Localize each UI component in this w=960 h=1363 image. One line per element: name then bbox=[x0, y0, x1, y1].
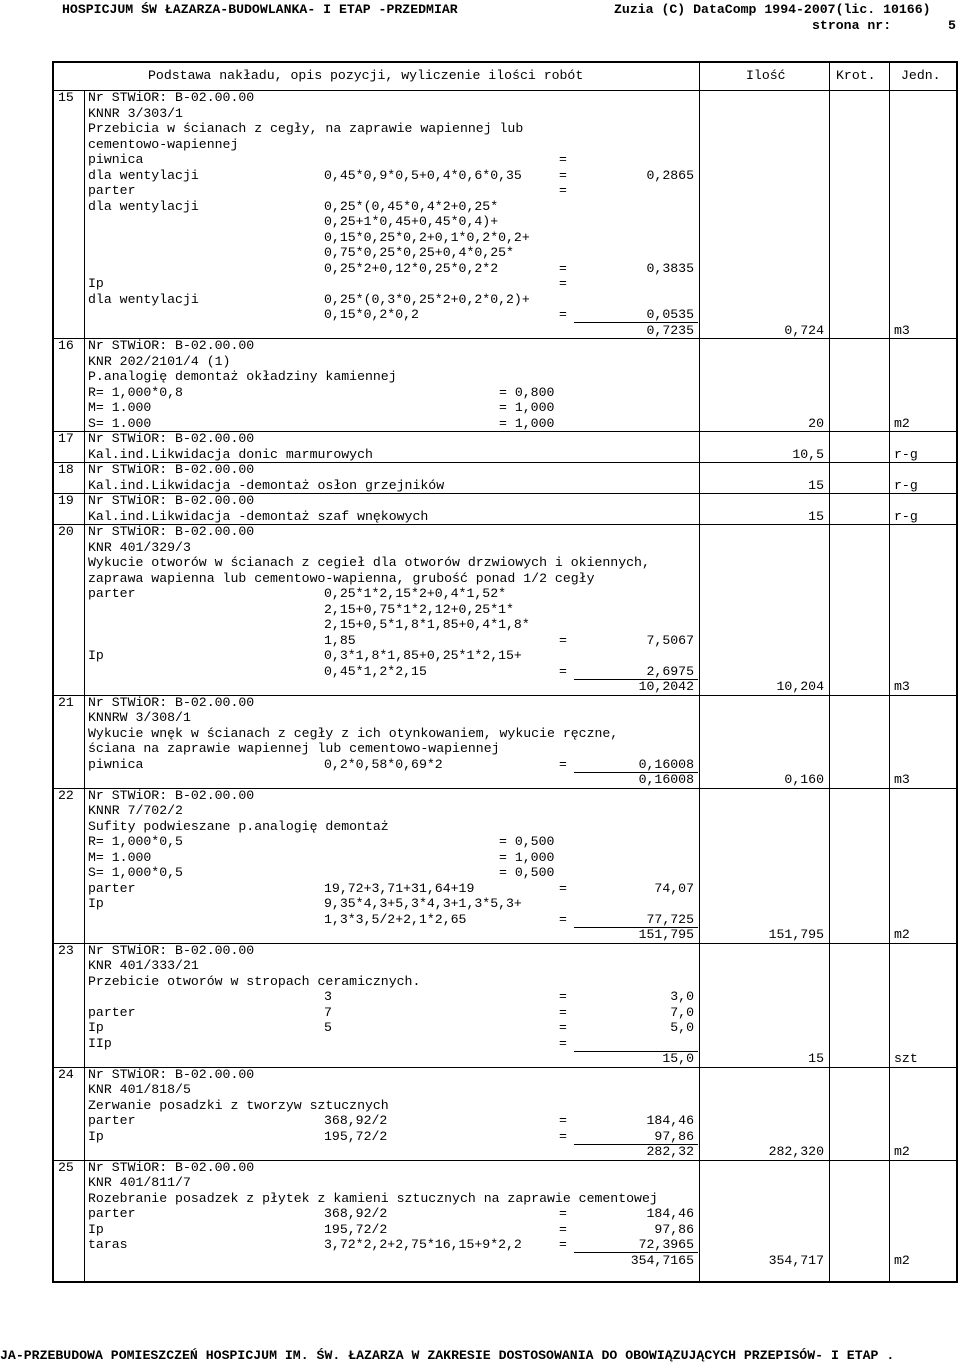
row-description: KNR 401/818/5 bbox=[88, 1082, 191, 1097]
table-row bbox=[54, 1144, 956, 1160]
row-expression: 0,2*0,58*0,69*2 bbox=[324, 756, 443, 772]
item-number: 22 bbox=[58, 787, 74, 803]
row-quantity: 354,717 bbox=[768, 1252, 824, 1268]
row-expression: 0,25*(0,45*0,4*2+0,25* bbox=[324, 198, 499, 214]
row-unit: m3 bbox=[894, 679, 910, 694]
row-description: zaprawa wapienna lub cementowo-wapienna, grubość ponad 1/2 cegły bbox=[88, 570, 595, 586]
item-number: 17 bbox=[58, 431, 74, 446]
row-value: 0,0535 bbox=[646, 307, 694, 322]
row-label: R= 1,000*0,5 bbox=[88, 834, 183, 849]
table-row bbox=[54, 338, 956, 354]
row-expression: 0,45*1,2*2,15 bbox=[324, 663, 427, 679]
column-header-multiplier: Krot. bbox=[836, 68, 876, 83]
table-row bbox=[54, 447, 956, 463]
table-row bbox=[54, 788, 956, 804]
table-row bbox=[54, 137, 956, 153]
row-label: S= 1,000*0,5 bbox=[88, 865, 183, 880]
row-value: 97,86 bbox=[654, 1221, 694, 1237]
table-row bbox=[54, 989, 956, 1005]
row-unit: m2 bbox=[894, 927, 910, 942]
row-quantity: 0,160 bbox=[784, 772, 824, 787]
row-description: Nr STWiOR: B-02.00.00 bbox=[88, 1066, 255, 1082]
row-unit: r-g bbox=[894, 446, 918, 462]
table-row bbox=[54, 896, 956, 912]
row-label: Ip bbox=[88, 648, 104, 663]
table-row bbox=[54, 757, 956, 773]
row-expression: 0,25+1*0,45+0,45*0,4)+ bbox=[324, 214, 499, 229]
row-description: KNR 401/329/3 bbox=[88, 539, 191, 555]
row-expression: 3,72*2,2+2,75*16,15+9*2,2 bbox=[324, 1237, 522, 1252]
row-description: KNR 401/333/21 bbox=[88, 958, 199, 973]
row-label: parter bbox=[88, 1004, 136, 1020]
row-value: 354,7165 bbox=[630, 1252, 694, 1268]
row-equals: = bbox=[559, 1020, 567, 1035]
item-number: 16 bbox=[58, 338, 74, 353]
row-value: 7,0 bbox=[670, 1004, 694, 1020]
row-value: 74,07 bbox=[654, 880, 694, 896]
table-row bbox=[54, 1175, 956, 1191]
row-value: 184,46 bbox=[646, 1206, 694, 1221]
table-row bbox=[54, 431, 956, 447]
table-row bbox=[54, 1036, 956, 1052]
table-row bbox=[54, 90, 956, 106]
table-row bbox=[54, 385, 956, 401]
row-label: dla wentylacji bbox=[88, 167, 199, 183]
table-row bbox=[54, 462, 956, 478]
item-number: 21 bbox=[58, 694, 74, 710]
table-row bbox=[54, 633, 956, 649]
row-description: cementowo-wapiennej bbox=[88, 136, 239, 152]
row-description: Nr STWiOR: B-02.00.00 bbox=[88, 787, 255, 803]
table-row bbox=[54, 850, 956, 866]
table-row bbox=[54, 803, 956, 819]
table-row bbox=[54, 307, 956, 323]
table-row bbox=[54, 416, 956, 432]
item-number: 20 bbox=[58, 524, 74, 539]
row-label: parter bbox=[88, 586, 136, 601]
page-footer: JA-PRZEBUDOWA POMIESZCZEŃ HOSPICJUM IM. ŚW. ŁAZARZA W ZAKRESIE DOSTOSOWANIA DO OBOWIĄZUJĄCYCH PRZEPISÓW- I ETAP . bbox=[0, 1348, 895, 1363]
row-value: 0,7235 bbox=[646, 322, 694, 338]
row-value: 2,6975 bbox=[646, 663, 694, 679]
row-value: 0,16008 bbox=[638, 756, 694, 772]
row-description: Nr STWiOR: B-02.00.00 bbox=[88, 462, 255, 477]
row-unit: m2 bbox=[894, 415, 910, 431]
row-label: Ip bbox=[88, 276, 104, 291]
row-expression: 195,72/2 bbox=[324, 1221, 388, 1237]
row-expression: 9,35*4,3+5,3*4,3+1,3*5,3+ bbox=[324, 896, 522, 911]
row-label: Ip bbox=[88, 896, 104, 911]
row-description: P.analogię demontaż okładziny kamiennej bbox=[88, 369, 397, 384]
row-description: KNR 202/2101/4 (1) bbox=[88, 353, 231, 369]
row-equals: = bbox=[559, 1113, 567, 1128]
row-unit: m2 bbox=[894, 1252, 910, 1268]
row-expression: 0,25*(0,3*0,25*2+0,2*0,2)+ bbox=[324, 291, 530, 307]
table-row bbox=[54, 1160, 956, 1176]
row-equals: = bbox=[559, 1035, 567, 1051]
table-row bbox=[54, 493, 956, 509]
table-row bbox=[54, 974, 956, 990]
table-row bbox=[54, 586, 956, 602]
item-number: 15 bbox=[58, 90, 74, 105]
item-number: 19 bbox=[58, 493, 74, 508]
row-value: 184,46 bbox=[646, 1113, 694, 1128]
table-row bbox=[54, 927, 956, 943]
row-equals: = bbox=[559, 911, 567, 927]
row-description: Nr STWiOR: B-02.00.00 bbox=[88, 338, 255, 353]
table-row bbox=[54, 1067, 956, 1083]
table-row bbox=[54, 183, 956, 199]
row-label: parter bbox=[88, 880, 136, 896]
row-label: M= 1.000 bbox=[88, 849, 152, 865]
row-quantity: 15 bbox=[808, 477, 824, 493]
row-equals: = bbox=[559, 756, 567, 772]
row-equals: = bbox=[559, 1004, 567, 1020]
row-label: piwnica bbox=[88, 152, 144, 167]
table-row bbox=[54, 261, 956, 277]
row-unit: m2 bbox=[894, 1144, 910, 1159]
row-description: Nr STWiOR: B-02.00.00 bbox=[88, 942, 255, 958]
table-header bbox=[54, 63, 956, 91]
table-row bbox=[54, 478, 956, 494]
row-description: Nr STWiOR: B-02.00.00 bbox=[88, 1159, 255, 1175]
row-expression: 0,15*0,2*0,2 bbox=[324, 307, 419, 322]
table-row bbox=[54, 524, 956, 540]
estimate-table bbox=[52, 61, 958, 1283]
row-description: KNR 401/811/7 bbox=[88, 1175, 191, 1190]
row-equals: = bbox=[559, 183, 567, 198]
row-description: Sufity podwieszane p.analogię demontaż bbox=[88, 818, 389, 834]
row-expression: 0,25*1*2,15*2+0,4*1,52* bbox=[324, 586, 507, 601]
table-row bbox=[54, 1237, 956, 1253]
row-quantity: 151,795 bbox=[768, 927, 824, 942]
row-label: S= 1.000 bbox=[88, 415, 152, 431]
row-unit: szt bbox=[894, 1051, 918, 1066]
row-description: Wykucie wnęk w ścianach z cegły z ich otynkowaniem, wykucie ręczne, bbox=[88, 725, 619, 741]
row-unit: m3 bbox=[894, 322, 910, 338]
row-expression: 0,75*0,25*0,25+0,4*0,25* bbox=[324, 245, 514, 260]
column-header-description: Podstawa nakładu, opis pozycji, wyliczenie ilości robót bbox=[148, 68, 584, 83]
row-expression: 368,92/2 bbox=[324, 1113, 388, 1128]
row-description: Kal.ind.Likwidacja donic marmurowych bbox=[88, 446, 373, 462]
table-row bbox=[54, 540, 956, 556]
column-header-unit: Jedn. bbox=[901, 68, 941, 83]
row-quantity: 10,5 bbox=[792, 446, 824, 462]
row-quantity: 0,724 bbox=[784, 322, 824, 338]
table-row bbox=[54, 369, 956, 385]
table-row bbox=[54, 214, 956, 230]
row-short-result: = 0,800 bbox=[499, 384, 555, 400]
item-number: 25 bbox=[58, 1159, 74, 1175]
row-equals: = bbox=[559, 632, 567, 648]
row-description: Nr STWiOR: B-02.00.00 bbox=[88, 493, 255, 508]
row-description: Rozebranie posadzek z płytek z kamieni sztucznych na zaprawie cementowej bbox=[88, 1190, 658, 1206]
row-short-result: = 0,500 bbox=[499, 865, 555, 880]
table-row bbox=[54, 819, 956, 835]
table-row bbox=[54, 772, 956, 788]
item-number: 23 bbox=[58, 942, 74, 958]
row-expression: 19,72+3,71+31,64+19 bbox=[324, 880, 475, 896]
row-description: KNNR 7/702/2 bbox=[88, 803, 183, 818]
row-equals: = bbox=[559, 1206, 567, 1221]
row-label: piwnica bbox=[88, 756, 144, 772]
row-expression: 0,45*0,9*0,5+0,4*0,6*0,35 bbox=[324, 167, 522, 183]
row-equals: = bbox=[559, 167, 567, 183]
row-value: 10,2042 bbox=[638, 679, 694, 694]
row-expression: 5 bbox=[324, 1020, 332, 1035]
row-equals: = bbox=[559, 307, 567, 322]
row-label: parter bbox=[88, 1206, 136, 1221]
row-equals: = bbox=[559, 989, 567, 1004]
row-unit: r-g bbox=[894, 508, 918, 524]
table-row bbox=[54, 400, 956, 416]
table-row bbox=[54, 152, 956, 168]
table-row bbox=[54, 245, 956, 261]
table-row bbox=[54, 555, 956, 571]
column-header-quantity: Ilość bbox=[746, 68, 786, 83]
row-equals: = bbox=[559, 1128, 567, 1144]
row-expression: 2,15+0,75*1*2,12+0,25*1* bbox=[324, 601, 514, 617]
table-row bbox=[54, 1082, 956, 1098]
table-row bbox=[54, 199, 956, 215]
row-label: dla wentylacji bbox=[88, 291, 199, 307]
row-value: 77,725 bbox=[646, 911, 694, 927]
row-equals: = bbox=[559, 276, 567, 291]
row-short-result: = 1,000 bbox=[499, 400, 555, 415]
row-expression: 0,15*0,25*0,2+0,1*0,2*0,2+ bbox=[324, 229, 530, 245]
table-row bbox=[54, 1098, 956, 1114]
row-description: Przebicie otworów w stropach ceramicznych. bbox=[88, 973, 421, 989]
table-row bbox=[54, 664, 956, 680]
row-expression: 0,3*1,8*1,85+0,25*1*2,15+ bbox=[324, 648, 522, 663]
item-number: 24 bbox=[58, 1066, 74, 1082]
row-expression: 3 bbox=[324, 989, 332, 1004]
table-row bbox=[54, 1051, 956, 1067]
row-value: 5,0 bbox=[670, 1020, 694, 1035]
row-label: dla wentylacji bbox=[88, 198, 199, 214]
row-expression: 7 bbox=[324, 1004, 332, 1020]
row-value: 7,5067 bbox=[646, 632, 694, 648]
row-label: R= 1,000*0,8 bbox=[88, 384, 183, 400]
row-value: 15,0 bbox=[662, 1051, 694, 1066]
table-row bbox=[54, 323, 956, 339]
item-number: 18 bbox=[58, 462, 74, 477]
row-description: Przebicia w ścianach z cegły, na zaprawie wapiennej lub bbox=[88, 121, 524, 136]
table-row bbox=[54, 230, 956, 246]
row-expression: 368,92/2 bbox=[324, 1206, 388, 1221]
table-row bbox=[54, 726, 956, 742]
row-description: KNNRW 3/308/1 bbox=[88, 710, 191, 725]
row-short-result: = 1,000 bbox=[499, 415, 555, 431]
row-label: parter bbox=[88, 1113, 136, 1128]
row-description: KNNR 3/303/1 bbox=[88, 105, 183, 121]
table-row bbox=[54, 121, 956, 137]
row-expression: 2,15+0,5*1,8*1,85+0,4*1,8* bbox=[324, 617, 530, 632]
row-expression: 195,72/2 bbox=[324, 1128, 388, 1144]
row-value: 0,2865 bbox=[646, 167, 694, 183]
row-quantity: 15 bbox=[808, 1051, 824, 1066]
table-row bbox=[54, 354, 956, 370]
table-row bbox=[54, 168, 956, 184]
row-quantity: 10,204 bbox=[776, 679, 824, 694]
table-row bbox=[54, 865, 956, 881]
row-expression: 0,25*2+0,12*0,25*0,2*2 bbox=[324, 260, 499, 276]
table-row bbox=[54, 276, 956, 292]
row-quantity: 15 bbox=[808, 508, 824, 524]
table-row bbox=[54, 1206, 956, 1222]
row-equals: = bbox=[559, 663, 567, 679]
table-row bbox=[54, 106, 956, 122]
table-row bbox=[54, 1191, 956, 1207]
row-description: Kal.ind.Likwidacja -demontaż szaf wnękowych bbox=[88, 508, 429, 524]
table-row bbox=[54, 1222, 956, 1238]
table-row bbox=[54, 1005, 956, 1021]
table-row bbox=[54, 1253, 956, 1269]
row-label: parter bbox=[88, 183, 136, 198]
row-description: Kal.ind.Likwidacja -demontaż osłon grzejników bbox=[88, 477, 445, 493]
table-row bbox=[54, 571, 956, 587]
row-label: Ip bbox=[88, 1020, 104, 1035]
table-row bbox=[54, 679, 956, 695]
table-row bbox=[54, 943, 956, 959]
table-row bbox=[54, 648, 956, 664]
row-value: 151,795 bbox=[638, 927, 694, 942]
row-quantity: 282,320 bbox=[768, 1144, 824, 1159]
row-description: Nr STWiOR: B-02.00.00 bbox=[88, 90, 255, 105]
table-row bbox=[54, 617, 956, 633]
row-unit: m3 bbox=[894, 772, 910, 787]
row-short-result: = 0,500 bbox=[499, 834, 555, 849]
row-quantity: 20 bbox=[808, 415, 824, 431]
row-label: Ip bbox=[88, 1221, 104, 1237]
row-short-result: = 1,000 bbox=[499, 849, 555, 865]
table-row bbox=[54, 292, 956, 308]
table-row bbox=[54, 1129, 956, 1145]
row-value: 0,16008 bbox=[638, 772, 694, 787]
row-description: Nr STWiOR: B-02.00.00 bbox=[88, 694, 255, 710]
row-expression: 1,3*3,5/2+2,1*2,65 bbox=[324, 911, 467, 927]
row-description: ściana na zaprawie wapiennej lub cementowo-wapiennej bbox=[88, 741, 500, 756]
row-value: 282,32 bbox=[646, 1144, 694, 1159]
table-row bbox=[54, 509, 956, 525]
row-description: Nr STWiOR: B-02.00.00 bbox=[88, 431, 255, 446]
row-equals: = bbox=[559, 152, 567, 167]
row-equals: = bbox=[559, 1221, 567, 1237]
row-label: IIp bbox=[88, 1035, 112, 1051]
table-row bbox=[54, 602, 956, 618]
table-row bbox=[54, 695, 956, 711]
row-value: 0,3835 bbox=[646, 260, 694, 276]
software-credit: Zuzia (C) DataComp 1994-2007(lic. 10166) bbox=[614, 2, 931, 17]
table-row bbox=[54, 834, 956, 850]
row-description: Zerwanie posadzki z tworzyw sztucznych bbox=[88, 1097, 389, 1113]
row-description: Wykucie otworów w ścianach z cegieł dla otworów drzwiowych i okiennych, bbox=[88, 555, 650, 570]
table-row bbox=[54, 1020, 956, 1036]
row-value: 3,0 bbox=[670, 989, 694, 1004]
table-row bbox=[54, 1113, 956, 1129]
document-title: HOSPICJUM ŚW ŁAZARZA-BUDOWLANKA- I ETAP -PRZEDMIAR bbox=[62, 2, 458, 17]
table-row bbox=[54, 710, 956, 726]
table-row bbox=[54, 912, 956, 928]
row-label: Ip bbox=[88, 1128, 104, 1144]
row-equals: = bbox=[559, 880, 567, 896]
page-label: strona nr: bbox=[812, 18, 892, 33]
row-equals: = bbox=[559, 1237, 567, 1252]
row-unit: r-g bbox=[894, 477, 918, 493]
row-label: taras bbox=[88, 1237, 128, 1252]
table-row bbox=[54, 958, 956, 974]
row-label: M= 1.000 bbox=[88, 400, 152, 415]
page-number: 5 bbox=[948, 18, 956, 33]
row-description: Nr STWiOR: B-02.00.00 bbox=[88, 524, 255, 539]
table-row bbox=[54, 741, 956, 757]
row-expression: 1,85 bbox=[324, 632, 356, 648]
table-row bbox=[54, 881, 956, 897]
row-value: 97,86 bbox=[654, 1128, 694, 1144]
row-equals: = bbox=[559, 260, 567, 276]
row-value: 72,3965 bbox=[638, 1237, 694, 1252]
